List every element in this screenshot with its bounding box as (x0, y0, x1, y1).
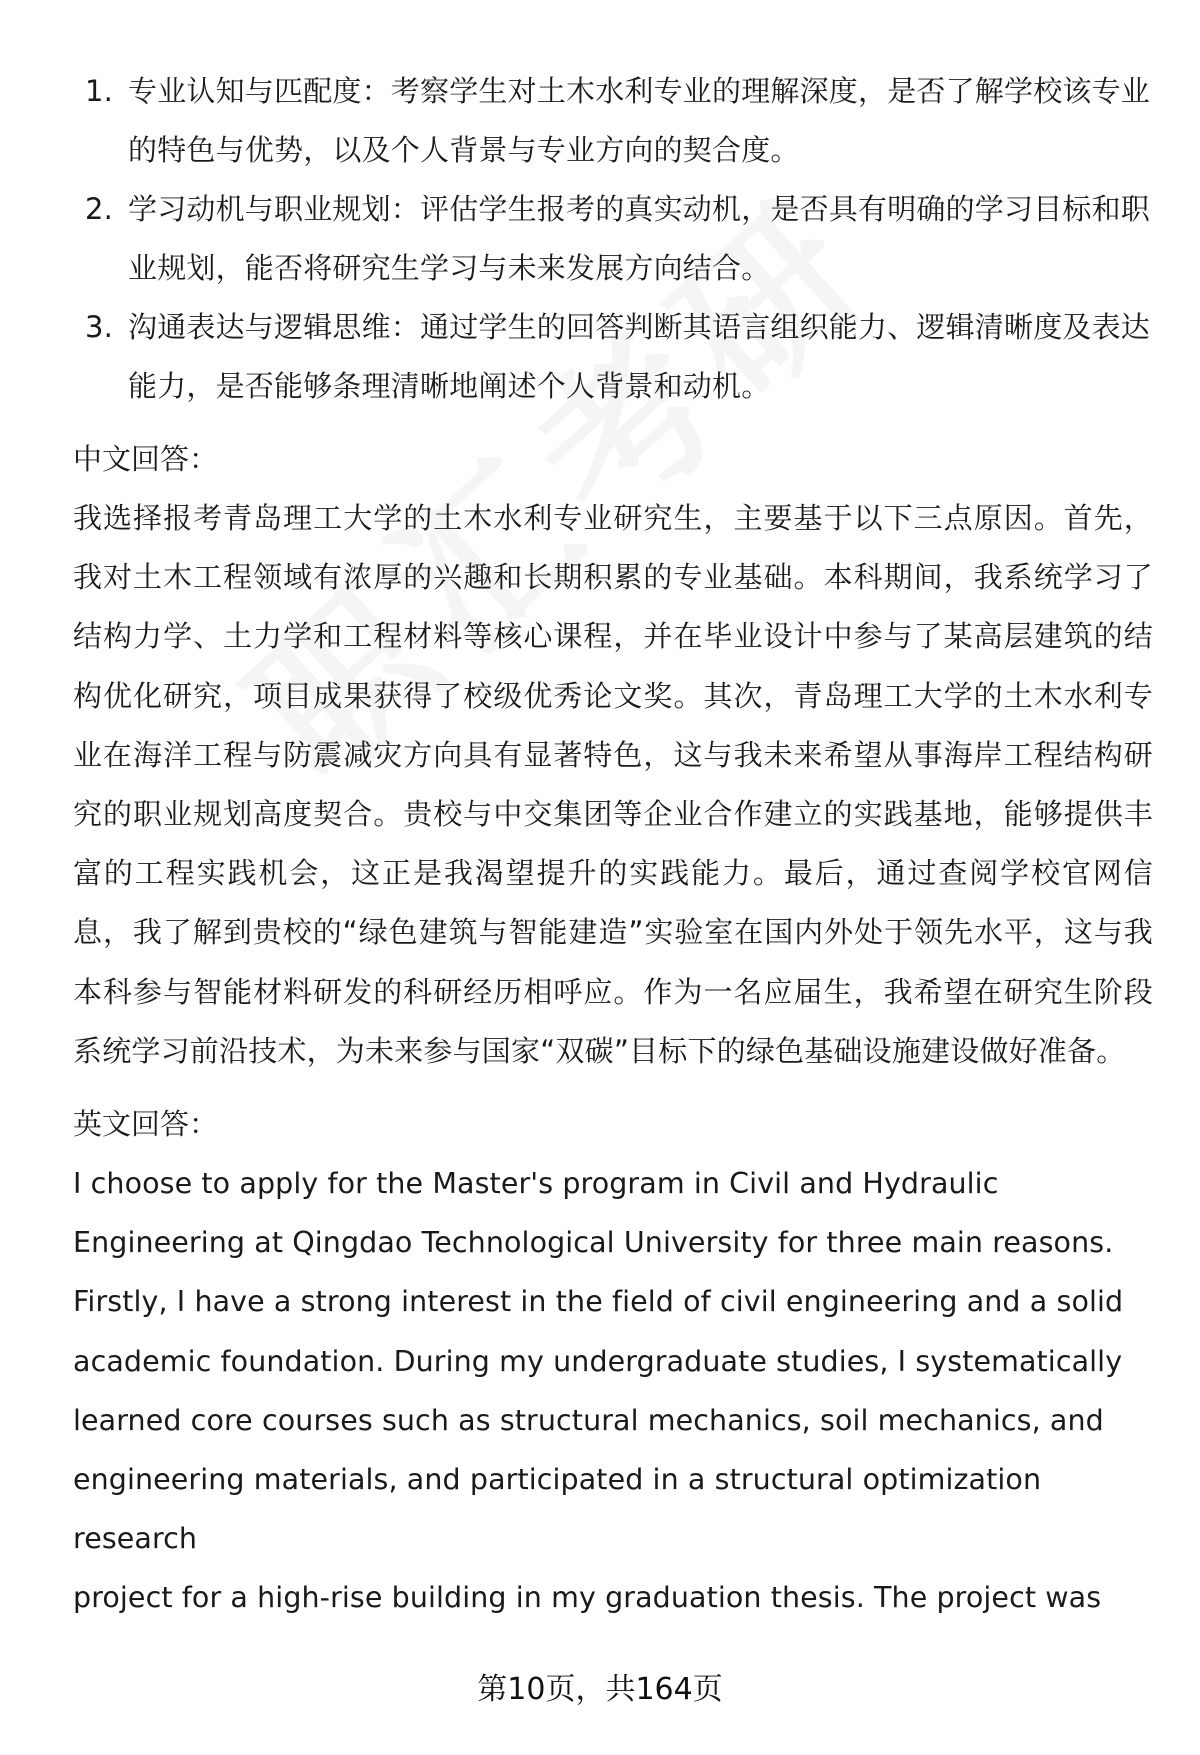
english-answer-text (73, 1154, 1153, 1628)
criteria-text: 沟通表达与逻辑思维：通过学生的回答判断其语言组织能力、逻辑清晰度及表达能力，是否能够条理清晰地阐述个人背景和动机。 (128, 310, 1151, 403)
page-indicator: 第10页，共164页 (477, 1672, 723, 1707)
criteria-number: 1. (85, 74, 114, 108)
english-answer-line: learned core courses such as structural mechanics, soil mechanics, and (73, 1403, 1104, 1437)
english-answer-line: Engineering at Qingdao Technological University for three main reasons. (73, 1226, 1114, 1260)
page-footer (0, 1660, 1200, 1720)
english-answer-line: I choose to apply for the Master's program in Civil and Hydraulic (73, 1167, 999, 1201)
criteria-text: 学习动机与职业规划：评估学生报考的真实动机，是否具有明确的学习目标和职业规划，能否将研究生学习与未来发展方向结合。 (128, 192, 1151, 285)
criteria-item (73, 62, 1153, 180)
criteria-item (73, 298, 1153, 416)
criteria-item (73, 180, 1153, 298)
english-answer-line: Firstly, I have a strong interest in the field of civil engineering and a solid (73, 1285, 1124, 1319)
criteria-number: 2. (85, 192, 114, 226)
english-answer-label: 英文回答： (73, 1107, 219, 1142)
criteria-number: 3. (85, 310, 114, 344)
chinese-answer-text: 我选择报考青岛理工大学的土木水利专业研究生，主要基于以下三点原因。首先，我对土木工程领域有浓厚的兴趣和长期积累的专业基础。本科期间，我系统学习了结构力学、土力学和工程材料等核心课程，并在毕业设计中参与了某高层建筑的结构优化研究，项目成果获得了校级优秀论文奖。其次，青岛理工大学的土木水利专业在海洋工程与防震减灾方向具有显著特色，这与我未来希望从事海岸工程结构研究的职业规划高度契合。贵校与中交集团等企业合作建立的实践基地，能够提供丰富的工程实践机会，这正是我渴望提升的实践能力。最后，通过查阅学校官网信息，我了解到贵校的“绿色建筑与智能建造”实验室在国内外处于领先水平，这与我本科参与智能材料研发的科研经历相呼应。作为一名应届生，我希望在研究生阶段系统学习前沿技术，为未来参与国家“双碳”目标下的绿色基础设施建设做好准备。 (73, 501, 1153, 1068)
english-answer-line: engineering materials, and participated in a structural optimization research (73, 1463, 1042, 1556)
english-answer-line: project for a high-rise building in my graduation thesis. The project was (73, 1581, 1102, 1615)
page-content (73, 62, 1153, 1628)
criteria-text: 专业认知与匹配度：考察学生对土木水利专业的理解深度，是否了解学校该专业的特色与优势，以及个人背景与专业方向的契合度。 (128, 74, 1151, 167)
chinese-answer-label: 中文回答： (73, 442, 219, 476)
english-answer-line: academic foundation. During my undergraduate studies, I systematically (73, 1344, 1123, 1378)
evaluation-criteria-list (73, 62, 1153, 416)
